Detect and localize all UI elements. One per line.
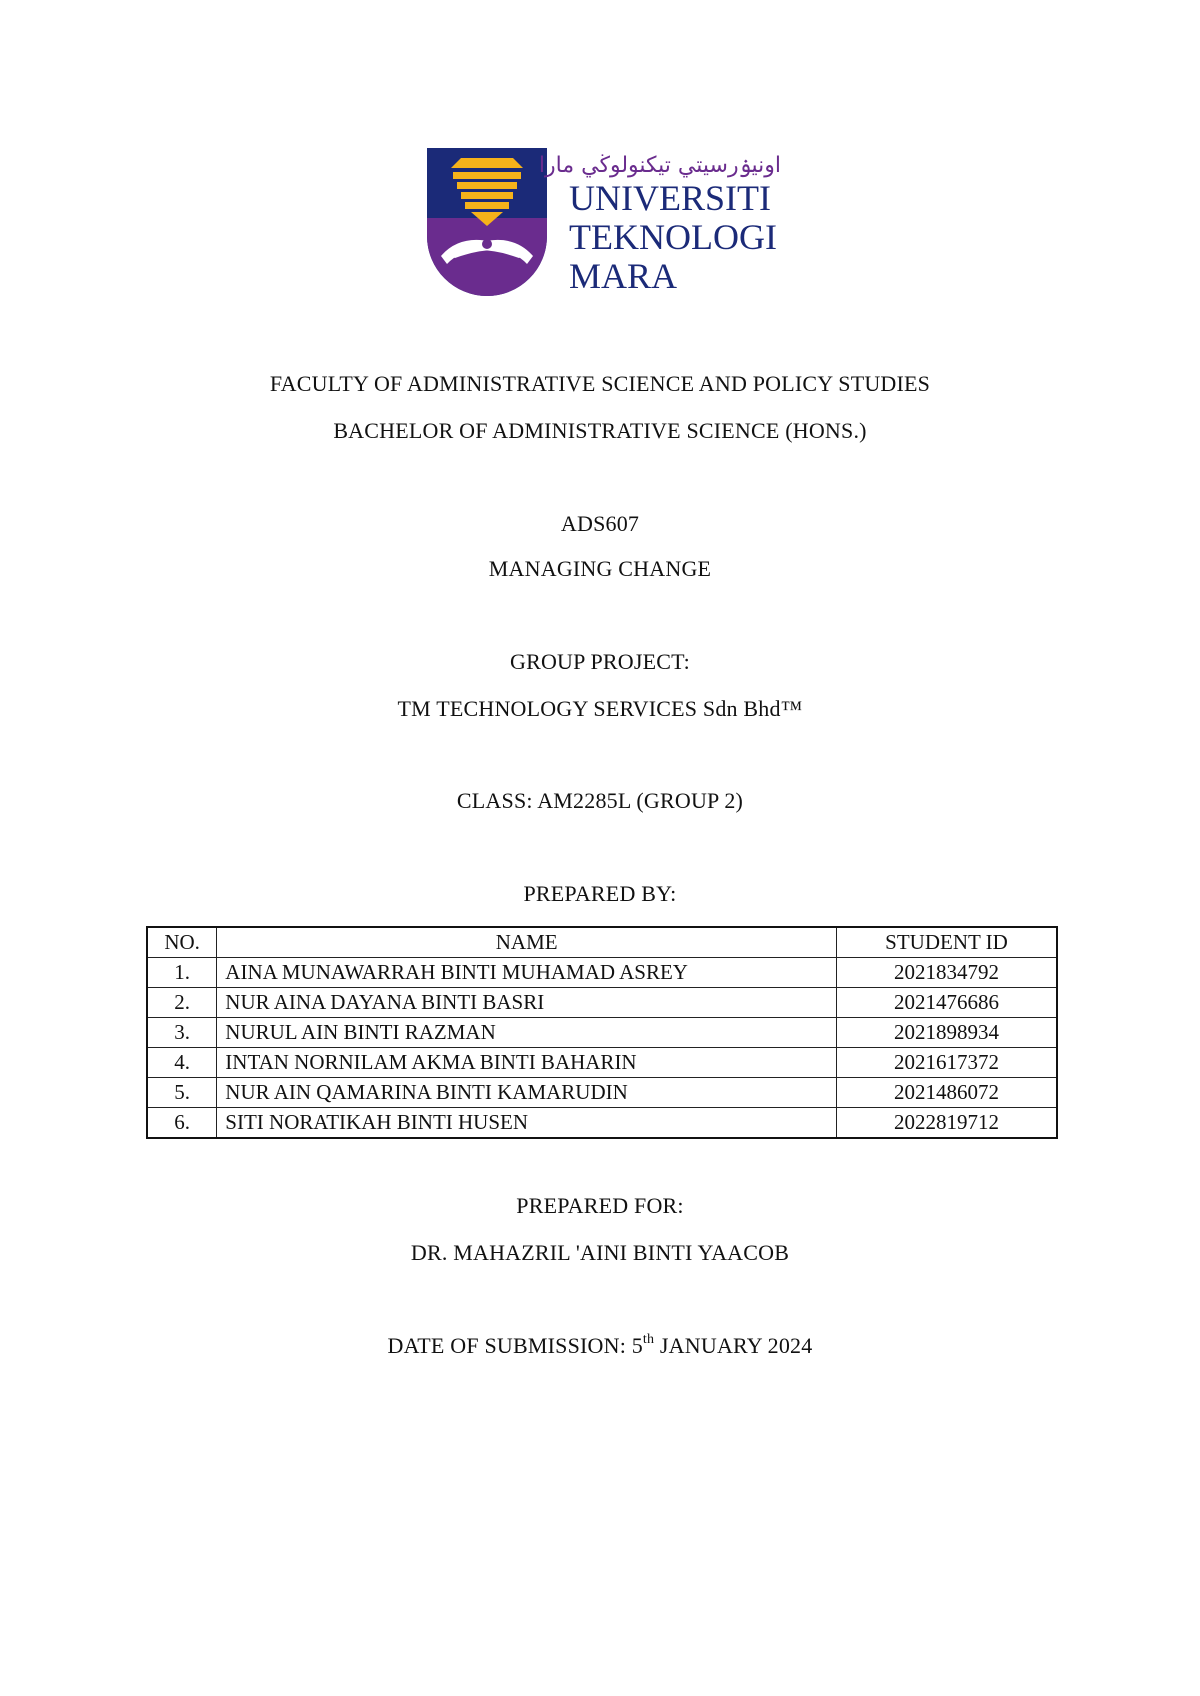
student-name: INTAN NORNILAM AKMA BINTI BAHARIN bbox=[217, 1048, 837, 1078]
student-name: NUR AINA DAYANA BINTI BASRI bbox=[217, 988, 837, 1018]
table-row bbox=[147, 1018, 1057, 1048]
student-id: 2021834792 bbox=[837, 958, 1057, 988]
table-row bbox=[147, 958, 1057, 988]
uitm-logo bbox=[427, 148, 781, 300]
prepared-for-label: PREPARED FOR: bbox=[516, 1193, 684, 1218]
student-name: AINA MUNAWARRAH BINTI MUHAMAD ASREY bbox=[217, 958, 837, 988]
student-name: NUR AIN QAMARINA BINTI KAMARUDIN bbox=[217, 1078, 837, 1108]
faculty-title: FACULTY OF ADMINISTRATIVE SCIENCE AND POLICY STUDIES bbox=[269, 371, 931, 396]
row-number: 6. bbox=[147, 1108, 217, 1139]
prepared-by-label: PREPARED BY: bbox=[523, 881, 677, 906]
table-row bbox=[147, 1078, 1057, 1108]
course-code: ADS607 bbox=[560, 511, 640, 536]
row-number: 1. bbox=[147, 958, 217, 988]
row-number: 2. bbox=[147, 988, 217, 1018]
table-header-row bbox=[147, 927, 1057, 958]
table-row bbox=[147, 1108, 1057, 1139]
row-number: 4. bbox=[147, 1048, 217, 1078]
student-id: 2021617372 bbox=[837, 1048, 1057, 1078]
submission-date-prefix: DATE OF SUBMISSION: 5 bbox=[387, 1333, 643, 1358]
uitm-crest-icon bbox=[427, 148, 781, 300]
submission-date-suffix: JANUARY 2024 bbox=[654, 1333, 813, 1358]
submission-date-ordinal: th bbox=[642, 1331, 655, 1347]
student-id: 2021476686 bbox=[837, 988, 1057, 1018]
student-id: 2021486072 bbox=[837, 1078, 1057, 1108]
programme-title: BACHELOR OF ADMINISTRATIVE SCIENCE (HONS.) bbox=[333, 418, 867, 443]
column-header-student-id: STUDENT ID bbox=[837, 927, 1057, 958]
lecturer-name: DR. MAHAZRIL 'AINI BINTI YAACOB bbox=[410, 1240, 790, 1265]
column-header-name: NAME bbox=[217, 927, 837, 958]
student-id: 2021898934 bbox=[837, 1018, 1057, 1048]
logo-name-line1: UNIVERSITI bbox=[569, 178, 771, 218]
student-name: NURUL AIN BINTI RAZMAN bbox=[217, 1018, 837, 1048]
student-name: SITI NORATIKAH BINTI HUSEN bbox=[217, 1108, 837, 1139]
submission-date bbox=[0, 1333, 1200, 1359]
logo-name-line2: TEKNOLOGI bbox=[569, 217, 777, 257]
members-table bbox=[146, 926, 1058, 1139]
course-title: MANAGING CHANGE bbox=[488, 556, 712, 581]
logo-name-line3: MARA bbox=[569, 256, 678, 296]
student-id: 2022819712 bbox=[837, 1108, 1057, 1139]
column-header-no: NO. bbox=[147, 927, 217, 958]
row-number: 5. bbox=[147, 1078, 217, 1108]
table-row bbox=[147, 1048, 1057, 1078]
table-row bbox=[147, 988, 1057, 1018]
project-title: TM TECHNOLOGY SERVICES Sdn Bhd™ bbox=[397, 696, 803, 721]
project-label: GROUP PROJECT: bbox=[510, 649, 690, 674]
jawi-script: اونيۏرسيتي تيكنولوڬي مارا bbox=[538, 153, 781, 178]
class-info: CLASS: AM2285L (GROUP 2) bbox=[456, 788, 744, 813]
row-number: 3. bbox=[147, 1018, 217, 1048]
